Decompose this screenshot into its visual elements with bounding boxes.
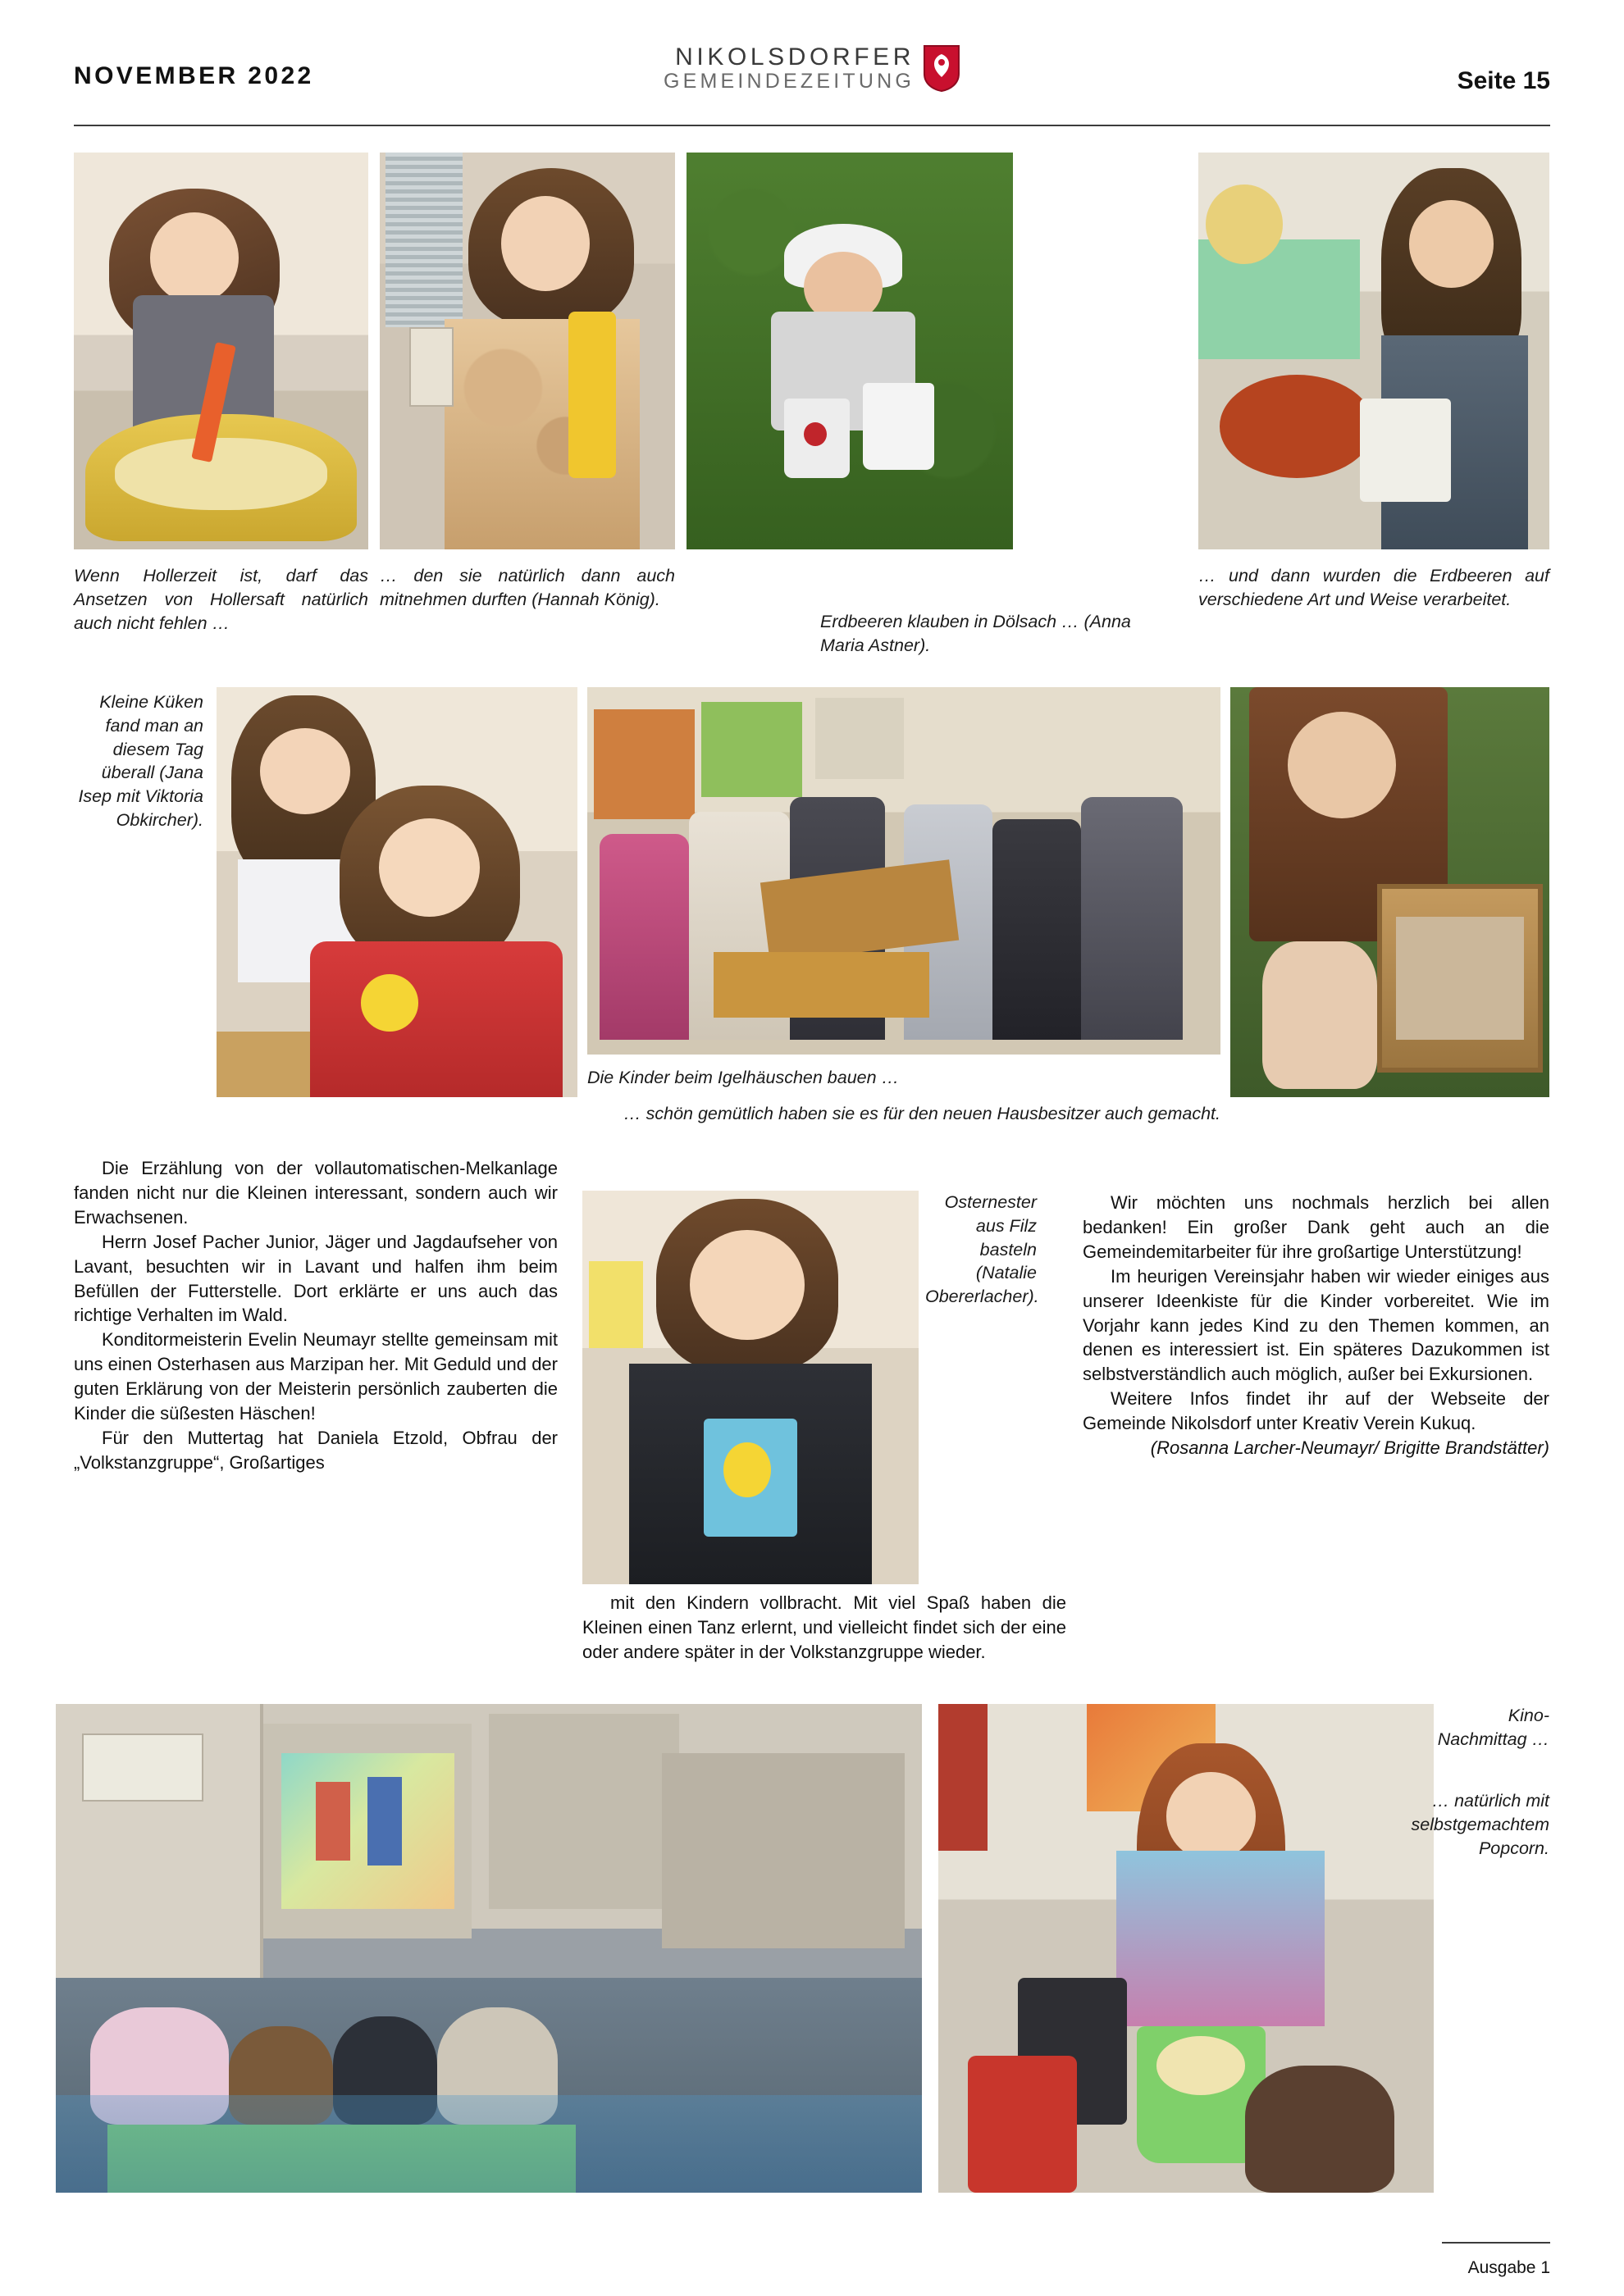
article-signature: (Rosanna Larcher-Neumayr/ Brigitte Brandstätter)	[1150, 1437, 1549, 1459]
masthead	[74, 44, 1550, 115]
caption-hannah-koenig: … den sie natürlich dann auch mitnehmen durften (Hannah König).	[380, 566, 675, 609]
caption-popcorn: … natürlich mit selbstgemachtem Popcorn.	[1411, 1791, 1549, 1858]
footer-divider	[1442, 2242, 1550, 2244]
caption-igelhaus-fertig: … schön gemütlich haben sie es für den neuen Hausbesitzer auch gemacht.	[623, 1104, 1220, 1123]
photo-igelhaus-fertig	[1230, 687, 1549, 1097]
paragraph: Herrn Josef Pacher Junior, Jäger und Jagdaufseher von Lavant, besuchten wir in Lavant und halfen ihm beim Befüllen der Futterstelle. Dort erklärte er uns auch das richtige Verhalten im Wald.	[74, 1231, 558, 1326]
caption-igelhaeuschen-bauen: Die Kinder beim Igelhäuschen bauen …	[587, 1068, 900, 1087]
header-divider	[74, 125, 1550, 126]
caption-kueken: Kleine Küken fand man an diesem Tag überall (Jana Isep mit Viktoria Obkircher).	[78, 692, 203, 830]
publication-subtitle: GEMEINDEZEITUNG	[663, 69, 915, 93]
paragraph: Die Erzählung von der vollautomatischen-Melkanlage fanden nicht nur die Kleinen interessant, sondern auch wir Erwachsenen.	[74, 1158, 558, 1228]
photo-erdbeeren-verarbeitet	[1198, 153, 1549, 549]
caption-hollersaft: Wenn Hollerzeit ist, darf das Ansetzen von Hollersaft natürlich auch nicht fehlen …	[74, 566, 368, 633]
photo-igelhaeuschen-bauen	[587, 687, 1220, 1055]
masthead-title-group	[664, 44, 960, 92]
page-number: Seite 15	[1457, 67, 1550, 94]
paragraph: Im heurigen Vereinsjahr haben wir wieder einiges aus unserer Ideenkiste für die Kinder vorbereitet. Wie im Vorjahr kann jedes Kind zu den Themen kommen, an denen es interessiert ist. Ein späteres Dazukommen ist selbstverständlich auch möglich, außer bei Exkursionen.	[1083, 1265, 1549, 1385]
photo-osternester-filz	[582, 1191, 919, 1584]
photo-erdbeeren-doelsach	[687, 153, 1013, 549]
issue-label: Ausgabe 1	[1467, 2258, 1550, 2277]
photo-kino-nachmittag	[56, 1704, 922, 2193]
photo-hannah-koenig	[380, 153, 675, 549]
article-column-2	[582, 1591, 1066, 1665]
issue-date: NOVEMBER 2022	[74, 62, 314, 89]
photo-hollersaft-girl	[74, 153, 368, 549]
caption-osternester: Osternester aus Filz basteln (Natalie Obererlacher).	[925, 1192, 1039, 1307]
paragraph: Weitere Infos findet ihr auf der Webseite der Gemeinde Nikolsdorf unter Kreativ Verein Kukuq.	[1083, 1388, 1549, 1434]
photo-popcorn	[938, 1704, 1434, 2193]
photo-kueken-kinder	[217, 687, 577, 1097]
coat-of-arms-icon	[923, 44, 960, 92]
paragraph: mit den Kindern vollbracht. Mit viel Spaß haben die Kleinen einen Tanz erlernt, und vielleicht findet sich der eine oder andere später in der Volkstanzgruppe wieder.	[582, 1592, 1066, 1662]
paragraph: Für den Muttertag hat Daniela Etzold, Obfrau der „Volkstanzgruppe“, Großartiges	[74, 1427, 558, 1473]
caption-erdbeeren-verarbeitet: … und dann wurden die Erdbeeren auf verschiedene Art und Weise verarbeitet.	[1198, 566, 1549, 609]
caption-kino-nachmittag: Kino-Nachmittag …	[1437, 1706, 1549, 1749]
caption-erdbeeren-doelsach: Erdbeeren klauben in Dölsach … (Anna Maria Astner).	[820, 612, 1131, 655]
article-column-3	[1083, 1191, 1549, 1460]
paragraph: Konditormeisterin Evelin Neumayr stellte gemeinsam mit uns einen Osterhasen aus Marzipan her. Mit Geduld und der guten Erklärung von der Meisterin persönlich zauberten die Kinder die süßesten Häschen!	[74, 1329, 558, 1424]
paragraph: Wir möchten uns nochmals herzlich bei allen bedanken! Ein großer Dank geht auch an die Gemeindemitarbeiter für ihre großartige Unterstützung!	[1083, 1192, 1549, 1262]
publication-name: NIKOLSDORFER	[675, 43, 915, 71]
article-column-1	[74, 1156, 558, 1475]
